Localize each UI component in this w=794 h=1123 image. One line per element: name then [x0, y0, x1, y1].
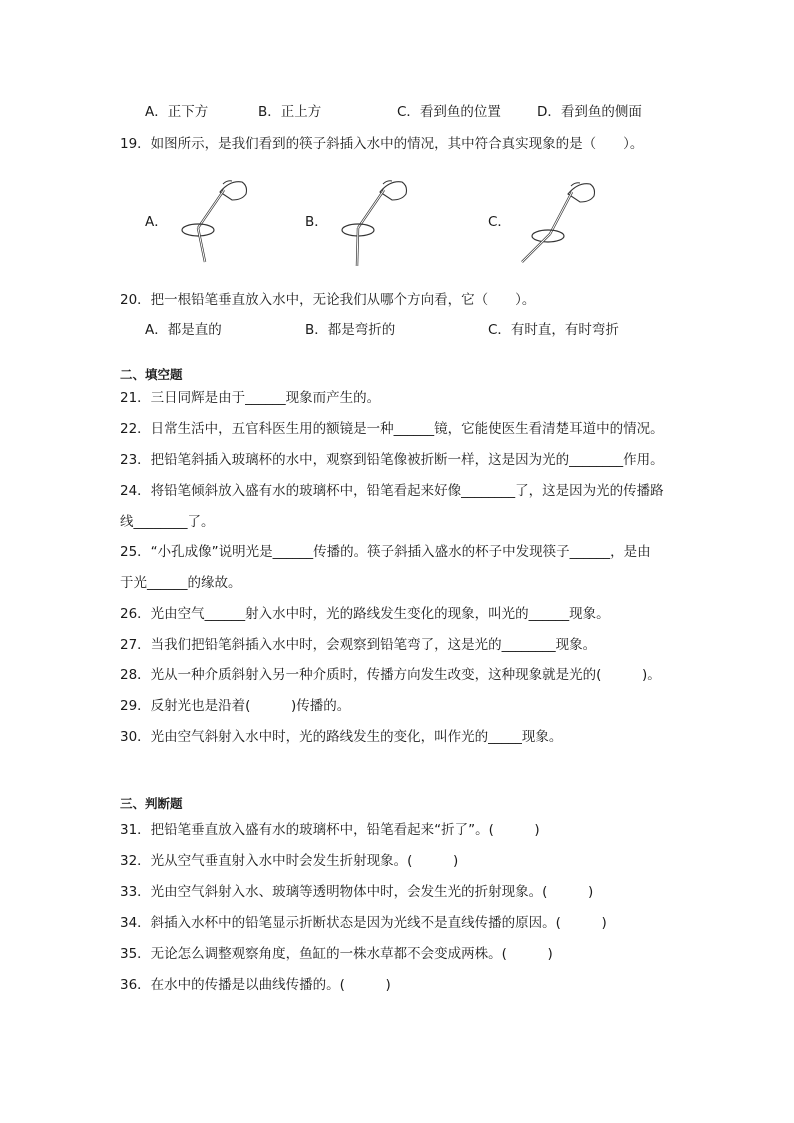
question-23: 23．把铅笔斜插入玻璃杯的水中，观察到铅笔像被折断一样，这是因为光的________作用。	[120, 452, 664, 468]
q19-label-c: C．	[488, 214, 511, 230]
q18-option-c: C．看到鱼的位置	[397, 104, 501, 120]
q18-option-a: A．正下方	[145, 104, 209, 120]
question-28: 28．光从一种介质斜射入另一种介质时，传播方向发生改变，这种现象就是光的( )。	[120, 667, 661, 683]
chopstick-figure-c	[512, 178, 602, 270]
section-fill-title: 二、填空题	[120, 367, 183, 382]
q18-option-d: D．看到鱼的侧面	[537, 104, 642, 120]
question-19: 19．如图所示，是我们看到的筷子斜插入水中的情况，其中符合真实现象的是（ ）。	[120, 136, 644, 152]
chopstick-figure-b	[328, 172, 418, 272]
question-20: 20．把一根铅笔垂直放入水中，无论我们从哪个方向看，它（ ）。	[120, 292, 536, 308]
question-35: 35．无论怎么调整观察角度，鱼缸的一株水草都不会变成两株。( )	[120, 946, 553, 962]
q20-option-c: C．有时直，有时弯折	[488, 322, 619, 338]
question-24: 24．将铅笔倾斜放入盛有水的玻璃杯中，铅笔看起来好像________了，这是因为光的传播路	[120, 483, 664, 499]
question-31: 31．把铅笔垂直放入盛有水的玻璃杯中，铅笔看起来“折了”。( )	[120, 822, 540, 838]
q19-label-a: A．	[145, 214, 168, 230]
question-36: 36．在水中的传播是以曲线传播的。( )	[120, 977, 391, 993]
question-32: 32．光从空气垂直射入水中时会发生折射现象。( )	[120, 853, 459, 869]
question-24-cont: 线________了。	[120, 514, 215, 530]
question-21: 21．三日同辉是由于______现象而产生的。	[120, 390, 381, 406]
chopstick-figure-a	[168, 170, 258, 270]
q20-option-b: B．都是弯折的	[305, 322, 396, 338]
question-27: 27．当我们把铅笔斜插入水中时，会观察到铅笔弯了，这是光的________现象。	[120, 637, 597, 653]
q18-option-b: B．正上方	[258, 104, 322, 120]
section-judge-title: 三、判断题	[120, 796, 183, 811]
question-29: 29．反射光也是沿着( )传播的。	[120, 698, 351, 714]
question-34: 34．斜插入水杯中的铅笔显示折断状态是因为光线不是直线传播的原因。( )	[120, 915, 607, 931]
q19-label-b: B．	[305, 214, 328, 230]
question-33: 33．光由空气斜射入水、玻璃等透明物体中时，会发生光的折射现象。( )	[120, 884, 594, 900]
question-26: 26．光由空气______射入水中时，光的路线发生变化的现象，叫光的______现象。	[120, 606, 610, 622]
question-25-cont: 于光______的缘故。	[120, 575, 242, 591]
q20-option-a: A．都是直的	[145, 322, 222, 338]
question-30: 30．光由空气斜射入水中时，光的路线发生的变化，叫作光的_____现象。	[120, 729, 563, 745]
question-22: 22．日常生活中，五官科医生用的额镜是一种______镜，它能使医生看清楚耳道中的情况。	[120, 421, 664, 437]
question-25: 25．“小孔成像”说明光是______传播的。筷子斜插入盛水的杯子中发现筷子______，是由	[120, 544, 651, 560]
